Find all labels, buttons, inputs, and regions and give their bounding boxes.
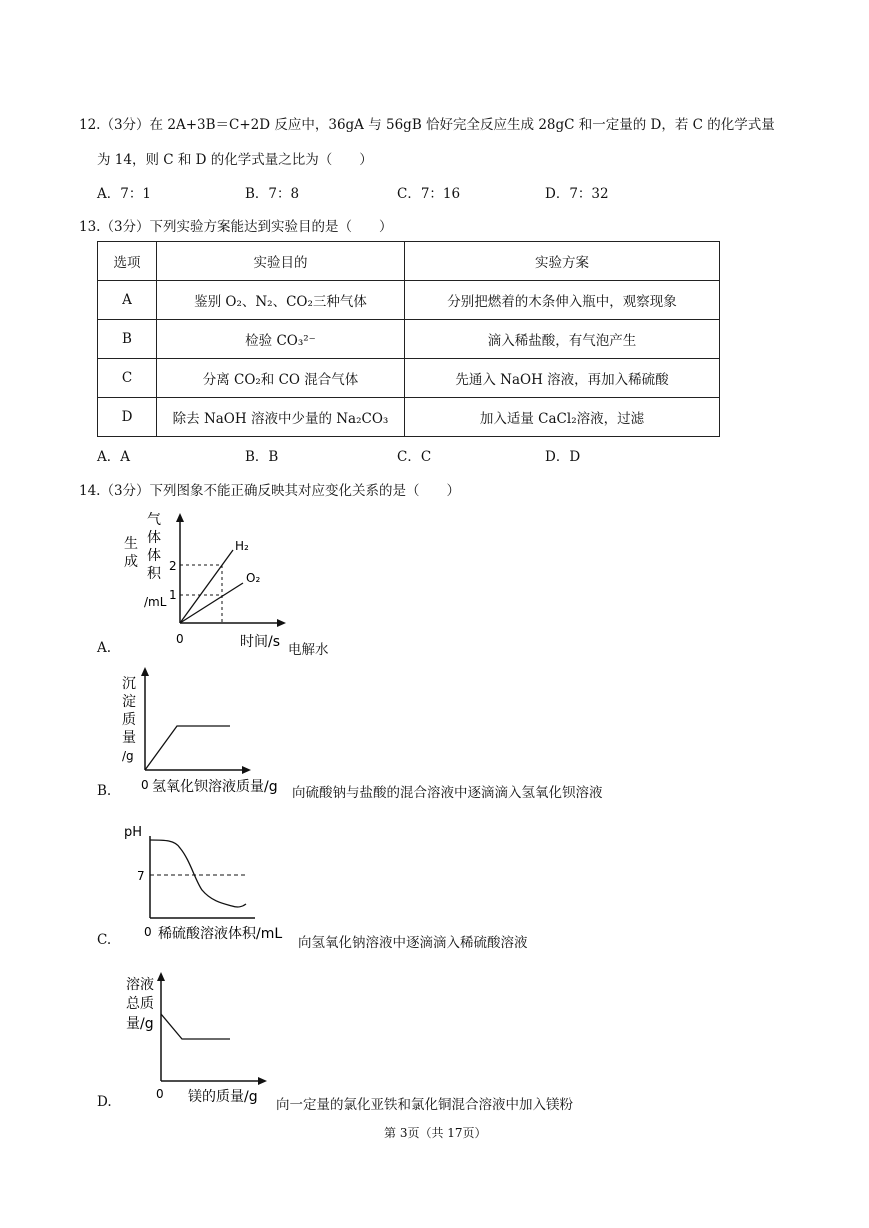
x-axis-arrow	[277, 619, 286, 627]
q14-item-c-caption: 向氢氧化钠溶液中逐滴滴入稀硫酸溶液	[298, 935, 528, 951]
q12-option-b: B．7：8	[245, 186, 300, 202]
chart-d	[120, 968, 280, 1108]
page-footer: 第 3页（共 17页）	[384, 1126, 487, 1140]
ylabel-part3: 量/g	[126, 1016, 154, 1032]
ylabel-part3: 气	[147, 512, 161, 528]
q14-item-b-caption: 向硫酸钠与盐酸的混合溶液中逐滴滴入氢氧化钡溶液	[292, 785, 603, 801]
row-option: C	[98, 359, 157, 398]
xlabel: 时间/s	[240, 634, 281, 650]
table-row	[98, 320, 720, 359]
origin-label: 0	[156, 1087, 164, 1101]
q12-option-c: C．7：16	[397, 186, 461, 202]
table-header-row	[98, 242, 720, 281]
ylabel-part2: 成	[124, 554, 138, 570]
xlabel: 氢氧化钡溶液质量/g	[152, 779, 278, 795]
row-plan: 先通入 NaOH 溶液，再加入稀硫酸	[405, 359, 720, 398]
xlabel: 稀硫酸溶液体积/mL	[158, 926, 283, 942]
row-purpose: 除去 NaOH 溶液中少量的 Na₂CO₃	[157, 398, 405, 437]
ytick-7: 7	[137, 869, 145, 883]
row-purpose: 鉴别 O₂、N₂、CO₂三种气体	[157, 281, 405, 320]
q14-item-d-caption: 向一定量的氯化亚铁和氯化铜混合溶液中加入镁粉	[276, 1097, 573, 1113]
chart-c	[120, 818, 300, 948]
q14-item-b-letter: B.	[97, 783, 112, 799]
series-label-o2: O₂	[246, 571, 261, 585]
ph-series-curve	[150, 840, 246, 907]
solution-mass-series-line	[161, 1014, 230, 1039]
ylabel-unit: /mL	[144, 595, 167, 609]
q14-item-d-letter: D.	[97, 1094, 112, 1110]
q12-option-a: A．7：1	[97, 186, 151, 202]
table-row	[98, 359, 720, 398]
chart-d-svg	[120, 968, 280, 1108]
ylabel-part3: 质	[122, 712, 136, 728]
row-option: B	[98, 320, 157, 359]
ylabel-part6: 积	[147, 566, 161, 582]
chart-a-svg	[120, 510, 290, 660]
xlabel: 镁的质量/g	[188, 1089, 258, 1105]
y-axis-arrow	[141, 667, 149, 676]
header-option: 选项	[98, 242, 157, 281]
q12-option-d: D．7：32	[545, 186, 609, 202]
ylabel-part1: 生	[124, 536, 138, 552]
y-axis-arrow	[157, 972, 165, 981]
q13-stem: 13.（3分）下列实验方案能达到实验目的是（ ）	[79, 219, 393, 235]
chart-b-svg	[120, 663, 295, 798]
x-axis-arrow	[242, 766, 251, 774]
row-purpose: 检验 CO₃²⁻	[157, 320, 405, 359]
ylabel-unit: /g	[122, 749, 134, 763]
q14-item-a-letter: A.	[97, 640, 112, 656]
origin-label: 0	[141, 778, 149, 792]
x-axis-arrow	[258, 1077, 267, 1085]
y-axis-arrow	[176, 513, 184, 522]
q12-stem-line1: 12.（3分）在 2A+3B＝C+2D 反应中，36gA 与 56gB 恰好完全反应生成 28gC 和一定量的 D，若 C 的化学式量	[79, 117, 775, 133]
ylabel-part2: 淀	[122, 694, 136, 710]
q13-option-d: D．D	[545, 449, 581, 465]
ylabel-part4: 量	[122, 730, 136, 746]
h2-series-line	[180, 550, 233, 623]
row-plan: 加入适量 CaCl₂溶液，过滤	[405, 398, 720, 437]
ylabel-part5: 体	[147, 548, 161, 564]
header-plan: 实验方案	[405, 242, 720, 281]
origin-label: 0	[144, 925, 152, 939]
chart-c-svg	[120, 818, 300, 948]
precipitate-series-line	[145, 726, 230, 770]
row-purpose: 分离 CO₂和 CO 混合气体	[157, 359, 405, 398]
ylabel-part2: 总质	[126, 996, 154, 1012]
q14-item-a-caption: 电解水	[288, 642, 329, 658]
chart-b	[120, 663, 295, 798]
series-label-h2: H₂	[235, 539, 249, 553]
q14-item-c-letter: C.	[97, 932, 112, 948]
header-purpose: 实验目的	[157, 242, 405, 281]
ytick-1: 1	[169, 588, 177, 602]
row-option: A	[98, 281, 157, 320]
row-option: D	[98, 398, 157, 437]
ylabel: pH	[124, 825, 143, 840]
q14-stem: 14.（3分）下列图象不能正确反映其对应变化关系的是（ ）	[79, 483, 461, 499]
ylabel-part1: 溶液	[126, 977, 154, 993]
row-plan: 分别把燃着的木条伸入瓶中，观察现象	[405, 281, 720, 320]
chart-a	[120, 510, 290, 660]
ylabel-part1: 沉	[122, 676, 136, 692]
table-row	[98, 398, 720, 437]
experiment-table	[97, 241, 720, 437]
q13-option-c: C．C	[397, 449, 432, 465]
o2-series-line	[180, 583, 243, 623]
q13-option-b: B．B	[245, 449, 279, 465]
q13-option-a: A．A	[97, 449, 130, 465]
origin-label: 0	[176, 632, 184, 646]
q12-stem-line2: 为 14，则 C 和 D 的化学式量之比为（ ）	[97, 152, 373, 168]
row-plan: 滴入稀盐酸，有气泡产生	[405, 320, 720, 359]
ylabel-part4: 体	[147, 530, 161, 546]
ytick-2: 2	[169, 559, 177, 573]
table-row	[98, 281, 720, 320]
